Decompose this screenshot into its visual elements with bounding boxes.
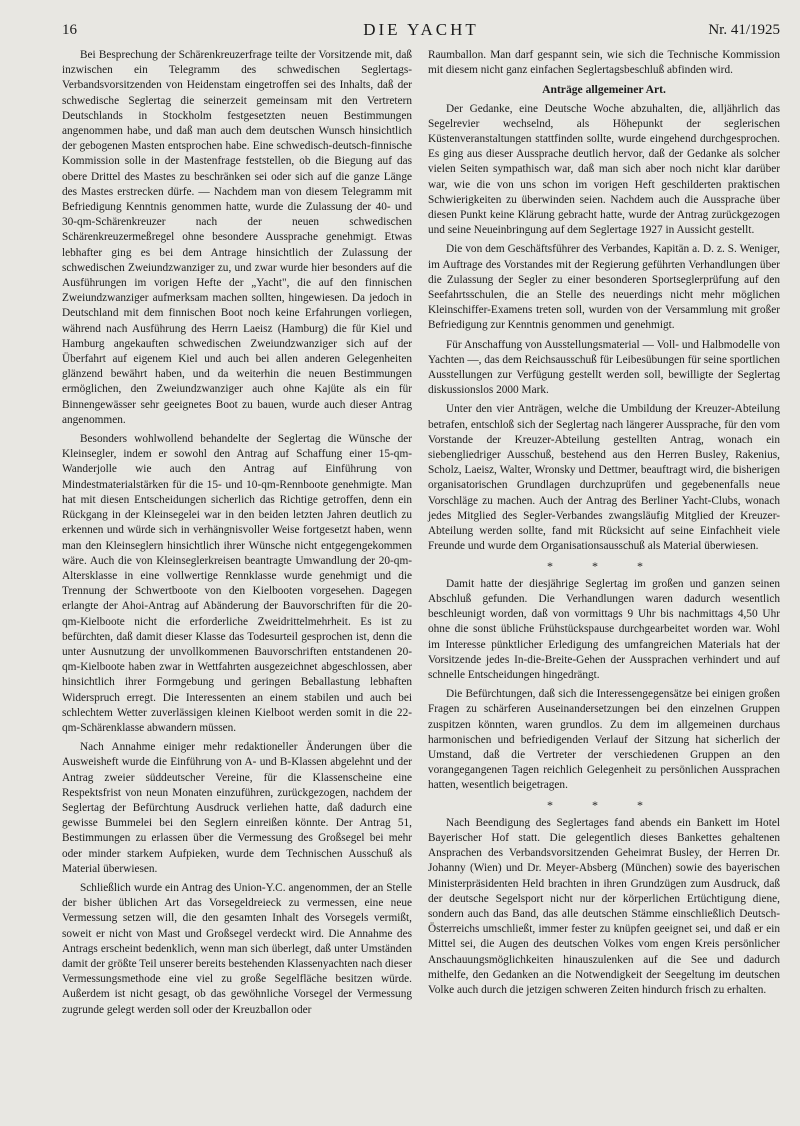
page-header (62, 20, 780, 42)
paragraph: Nach Annahme einiger mehr redaktioneller Änderungen über die Ausweisheft wurde die Einführung von A- und B-Klassen abgelehnt und der Antrag zweier süddeutscher Vereine, für die Klassenscheine eine Respektsfrist von neun Monaten einzuführen, zurückgezogen, nachdem der Seglertag der Befürchtung Ausdruck verliehen hatte, daß dadurch eine gewisse Bummelei bei den Seglern einreißen könnte. Der Antrag 51, Bestimmungen zu erlassen über die Vermessung des Großsegel bei mehr oder minder starkem Aufpieken, wurde dem Technischen Ausschuß als Material überwiesen. (62, 741, 412, 875)
issue-number: Nr. 41/1925 (708, 22, 780, 38)
left-column (62, 48, 412, 1022)
paragraph: Die von dem Geschäftsführer des Verbandes, Kapitän a. D. z. S. Weniger, im Auftrage des Vorstandes mit der Regierung geführten Verhandlungen über die Zulassung der Segler zu einer besonderen Sportseglerprüfung auf den Seefahrtsschulen, die an Stelle des neuerdings nicht mehr möglichen Kleinschiffer-Examens treten soll, wurden von der Versammlung mit großer Befriedigung zur Kenntnis genommen und genehmigt. (428, 243, 780, 332)
paragraph: Schließlich wurde ein Antrag des Union-Y.C. angenommen, der an Stelle der bisher üblichen Art das Vorsegeldreieck zu vermessen, eine neue Vermessung setzen will, die den gesamten Inhalt des Vorsegels vermißt, soweit er nicht von Mast und Großsegel verdeckt wird. Die Annahme des Antrags erscheint bedenklich, wenn man sich überlegt, daß unter Umständen damit der größte Teil unserer bereits bestehenden Klassenyachten nach dieser Vermessungsmethode eine viel zu große Segelfläche besitzen würde. Außerdem ist nicht gesagt, ob das gewöhnliche Vorsegel der Vermessung zugrunde gelegt werden soll oder der Kreuzballon oder (62, 881, 413, 1016)
section-separator: * * * (547, 558, 661, 573)
paragraph: Unter den vier Anträgen, welche die Umbildung der Kreuzer-Abteilung betrafen, entschloß sich der Seglertag nach längerer Aussprache, für den vom Vorstande der Kreuzer-Abteilung gestellten Antrag, wonach ein siebengliedriger Ausschuß, bestehend aus den Herren Busley, Rakenius, Scholz, Laeisz, Walter, Wronsky und Dettmer, beauftragt wird, die bisherigen organisatorischen Grundlagen durchzuprüfen und gegebenenfalls neue Vorschläge zu machen. Auch der Antrag des Berliner Yacht-Clubs, wonach jedes Mitglied des Segler-Verbandes zwangsläufig Mitglied der Kreuzer-Abteilung werden sollte, fand mit Rücksicht auf seine Einfachheit viele Freunde und wurde dem Organisationsausschuß als Material überwiesen. (428, 403, 780, 553)
section-separator: * * * (547, 797, 661, 812)
right-column (428, 48, 780, 1002)
journal-title: DIE YACHT (363, 20, 479, 39)
page-number: 16 (62, 22, 77, 38)
paragraph: Raumballon. Man darf gespannt sein, wie sich die Technische Kommission mit diesem nicht ganz einfachen Seglertagsbeschluß abfinden wird. (428, 49, 780, 77)
paragraph: Bei Besprechung der Schärenkreuzerfrage teilte der Vorsitzende mit, daß inzwischen ein Telegramm des schwedischen Seglertags-Verbandsvorsitzenden von Heidenstam eingetroffen sei des Inhalts, daß der schwedische Seglertag die seinerzeit gemeinsam mit den Vertretern Deutschlands in Stockholm festgesetzten neuen Bestimmungen angenommen habe, und daß man auch dem deutschen Wunsch hinsichtlich der gebogenen Masten entsprochen habe. Eine schwedisch-deutsch-finnische Kommission solle in der Mastenfrage feststellen, ob die Biegung auf das obere Drittel des Mastes zu beschränken sei oder sich auf die ganze Länge des Mastes erstrecken dürfe. — Nachdem man von diesem Telegramm mit Befriedigung Kenntnis genommen hatte, wurde die Zulassung der 40- und 30-qm-Schärenkreuzer nach der neuen schwedischen Schärenkreuzermeßregel ohne besondere Aussprache genehmigt. Etwas lebhafter ging es bei dem Antrage hinsichtlich der Zulassung der schwedischen Zweiundzwanziger zu, und zwar wurde hier besonders auf die Ausführungen im vorigen Hefte der „Yacht", die auf den finnischen Zweiundzwanziger aufmerksam machen sollten, hingewiesen. Da jedoch in Deutschland mit dem finnischen Boot noch keine Erfahrungen vorliegen, während nach Ausführung des Herrn Laeisz (Hamburg) die für Kiel und Hamburg angekauften schwedischen Zweiundzwanziger sich auf der Überfahrt auf eigenem Kiel und auch bei allen anderen Gelegenheiten glänzend bewährt haben, und da weiterhin die neuen Bestimmungen ermöglichen, den Zweiundzwanziger auch ohne Kajüte als ein für Binnengewässer sehr geeignetes Boot zu bauen, wurde auch dieser Antrag angenommen. (62, 49, 412, 426)
paragraph: Der Gedanke, eine Deutsche Woche abzuhalten, die, alljährlich das Segelrevier wechselnd, als Höhepunkt der seglerischen Küstenveranstaltungen stattfinden sollte, wurde eingehend durchgesprochen. Es ging aus dieser Aussprache deutlich hervor, daß der Gedanke als solcher vielen Seiten sympathisch war, daß man sich aber noch nicht klar darüber war, wie die von uns schon im vorigen Heft geschilderten praktischen Schwierigkeiten zu überwinden seien. Nachdem auch die Aussprache über diesen Punkt keine Klärung gebracht hatte, wurde der Antrag zurückgezogen und seine Neueinbringung auf dem Seglertage 1927 in Aussicht gestellt. (428, 102, 780, 237)
paragraph: Nach Beendigung des Seglertages fand abends ein Bankett im Hotel Bayerischer Hof statt. Die gelegentlich dieses Bankettes gehaltenen Ansprachen des Verbandsvorsitzenden Geheimrat Busley, der Herren Dr. Johanny (Wien) und Dr. Meyer-Absberg (München) sowie des bayerischen Ministerpräsidenten Held brachten in ihren Grundzügen zum Ausdruck, daß der deutsche Segelsport nicht nur der körperlichen Ertüchtigung diene, sondern auch das Band, das alle deutschen Stämme einschließlich Deutsch-Österreichs umschließt, immer fester zu knüpfen geeignet sei, und daß er ein Mittel sei, die Augen des deutschen Volkes vom engen Kreis persönlicher Anschauungsmöglichkeiten hinauszulenken auf die See und dadurch mithelfe, den Gedanken an die Notwendigkeit der Seegeltung im deutschen Volke auch durch die jetzigen schweren Zeiten hindurch frisch zu erhalten. (428, 816, 780, 996)
paragraph: Für Anschaffung von Ausstellungsmaterial — Voll- und Halbmodelle von Yachten —, das dem Reichsausschuß für Leibesübungen für seine sportlichen Ausstellungen zur Verfügung gestellt werden soll, bewilligte der Seglertag diskussionslos 2000 Mark. (428, 338, 780, 397)
paragraph: Besonders wohlwollend behandelte der Seglertag die Wünsche der Kleinsegler, indem er sowohl den Antrag auf Schaffung einer 15-qm-Wanderjolle wie auch den Antrag auf Einführung von Mindestmaterialstärken für die 15- und 10-qm-Rennboote genehmigte. Man hat mit diesen Entscheidungen sicherlich das Richtige getroffen, denn ein Rückgang in der Kleinsegelei war in den beiden letzten Jahren deutlich zu erkennen und würde sich in verhängnisvoller Weise fortgesetzt haben, wenn man den Kleinseglern hinsichtlich ihrer Wünsche nicht entgegengekommen wäre. Auch die von Kleinseglerkreisen beantragte Umwandlung der 20-qm-Altersklasse in eine vollwertige Rennklasse wurde genehmigt und die Trennung der Schwertboote von den Kielbooten vorgesehen. Dagegen erlangte der Ahoi-Antrag auf Abänderung der Bauvorschriften für die 20-qm-Kielboote nicht die erforderliche Zweidrittelmehrheit. Es ist zu befürchten, daß damit dieser Klasse das Todesurteil gesprochen ist, denn die unter Ausnutzung der unvollkommenen Bauvorschriften entstandenen 20-qm-Kielboote haben zwar in Wettfahrten ausgezeichnet abgeschlossen, aber hinsichtlich ihrer Formgebung und geringen Beballastung lebhaften Widerspruch erregt. Die Interessenten an einem stabilen und auch bei schlechtem Wetter zuverlässigen kleinen Kielboot werden somit in die 22-qm-Schärenklasse abwandern müssen. (62, 433, 412, 734)
paragraph: Damit hatte der diesjährige Seglertag im großen und ganzen seinen Abschluß gefunden. Die Verhandlungen waren dadurch wesentlich beschleunigt worden, daß von vormittags 9 Uhr bis nachmittags 4,50 Uhr ohne die sonst übliche Frühstückspause durchgearbeitet worden war. Wohl im Interesse pünktlicher Erledigung des umfangreichen Materials hat der Vorsitzende jedes In-die-Breite-Gehen der Aussprachen verhindert und auf schnelle Entscheidungen hingedrängt. (428, 577, 780, 681)
paragraph: Die Befürchtungen, daß sich die Interessengegensätze bei einigen großen Fragen zu schärferen Auseinandersetzungen bei den einzelnen Gruppen zuspitzen könnten, waren grundlos. Zu dem im allgemeinen durchaus harmonischen und befriedigenden Verlauf der Sitzung hat sicherlich der Umstand, daß die Vertreter der verschiedenen Gruppen an den vorangegangenen Tagen reichlich Gelegenheit zu persönlichen Aussprachen hatten, wesentlich beigetragen. (428, 688, 780, 792)
section-heading: Anträge allgemeiner Art. (542, 83, 666, 97)
